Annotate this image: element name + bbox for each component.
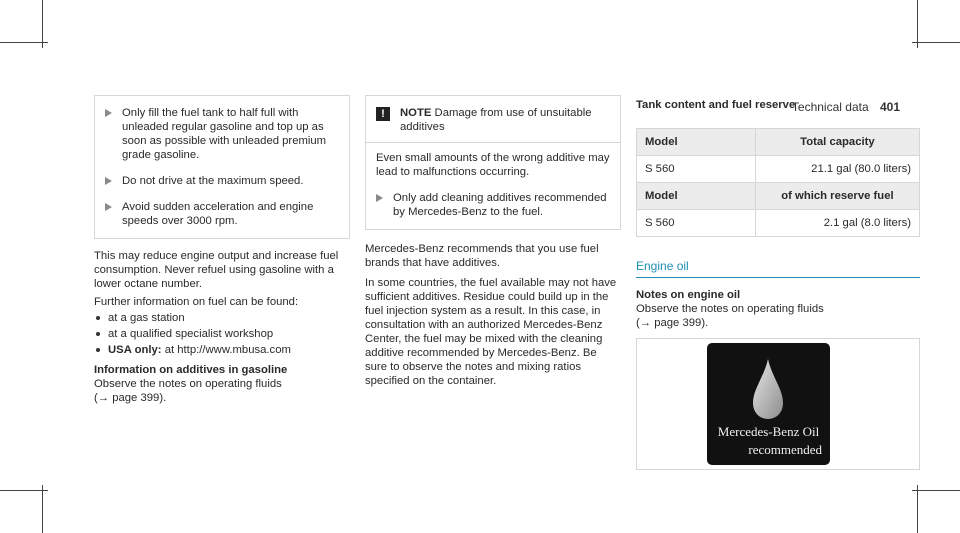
note-text: Even small amounts of the wrong additive may lead to malfunctions occurring. xyxy=(376,152,610,178)
section-name: Technical data xyxy=(791,100,869,114)
crop-mark xyxy=(0,490,48,491)
crop-mark xyxy=(42,485,43,533)
mercedes-oil-logo xyxy=(707,343,830,465)
exclamation-icon: ! xyxy=(376,107,390,121)
table-header-row: Model of which reserve fuel xyxy=(637,183,920,210)
instruction-box xyxy=(94,95,350,239)
left-column xyxy=(94,95,350,405)
note-header xyxy=(366,96,620,143)
arrow-right-icon xyxy=(376,194,383,202)
instruction-step: Do not drive at the maximum speed. xyxy=(105,174,339,188)
logo-text-line2: recommended xyxy=(748,442,822,457)
body-paragraph: Mercedes-Benz recommends that you use fuel brands that have additives. xyxy=(365,243,599,269)
note-label: NOTE xyxy=(400,107,432,119)
body-paragraph: This may reduce engine output and increase fuel consumption. Never refuel using gasoline with a lower octane number. xyxy=(94,250,339,290)
body-paragraph: Observe the notes on operating fluids xyxy=(636,303,824,315)
crop-mark xyxy=(917,0,918,48)
instruction-step: Only fill the fuel tank to half full with unleaded regular gasoline and top up as soon as possible with unleaded premium grade gasoline. xyxy=(105,106,339,162)
crop-mark xyxy=(42,0,43,48)
instruction-step: Avoid sudden acceleration and engine speeds over 3000 rpm. xyxy=(105,200,339,228)
arrow-right-icon xyxy=(105,109,112,117)
note-step: Only add cleaning additives recommended by Mercedes-Benz to the fuel. xyxy=(376,191,610,219)
note-title: Damage from use of unsuitable additives xyxy=(400,107,592,133)
list-item: at a gas station xyxy=(94,311,350,325)
right-column xyxy=(636,98,920,470)
body-paragraph: Further information on fuel can be found: xyxy=(94,296,299,308)
oil-logo-frame xyxy=(636,338,920,470)
mbusa-link[interactable]: at http://www.mbusa.com xyxy=(164,344,291,356)
arrow-right-icon xyxy=(105,203,112,211)
middle-column xyxy=(365,95,621,388)
page-reference-link[interactable]: (→ page 399). xyxy=(94,392,167,404)
table-header-row: Model Total capacity xyxy=(637,129,920,156)
note-box xyxy=(365,95,621,230)
crop-mark xyxy=(917,485,918,533)
logo-text-line1: Mercedes-Benz Oil xyxy=(717,424,820,439)
arrow-right-icon xyxy=(105,177,112,185)
page-number: 401 xyxy=(879,100,900,114)
capacity-table xyxy=(636,128,920,237)
list-item: USA only: at http://www.mbusa.com xyxy=(94,343,350,357)
crop-mark xyxy=(912,42,960,43)
oil-notes-heading: Notes on engine oil xyxy=(636,289,741,301)
table-row: S 560 21.1 gal (80.0 liters) xyxy=(637,156,920,183)
engine-oil-section-title: Engine oil xyxy=(636,259,920,278)
location-list xyxy=(94,311,350,357)
list-item: at a qualified specialist workshop xyxy=(94,327,350,341)
crop-mark xyxy=(912,490,960,491)
page-reference-link[interactable]: (→ page 399). xyxy=(636,317,709,329)
note-body xyxy=(366,143,620,229)
body-paragraph: In some countries, the fuel available may not have sufficient additives. Residue could build up in the fuel injection system as a result. In this case, in consultation with an authorized Mercedes-Benz Center, the fuel may be mixed with the cleaning additive recommended by Mercedes-Benz. Be sure to observe the notes and mixing ratios specified on the container. xyxy=(365,277,617,387)
crop-mark xyxy=(0,42,48,43)
table-row: S 560 2.1 gal (8.0 liters) xyxy=(637,210,920,237)
body-paragraph: Observe the notes on operating fluids xyxy=(94,378,282,390)
section-heading: Information on additives in gasoline xyxy=(94,364,288,376)
tank-heading: Tank content and fuel reserve xyxy=(636,99,796,111)
